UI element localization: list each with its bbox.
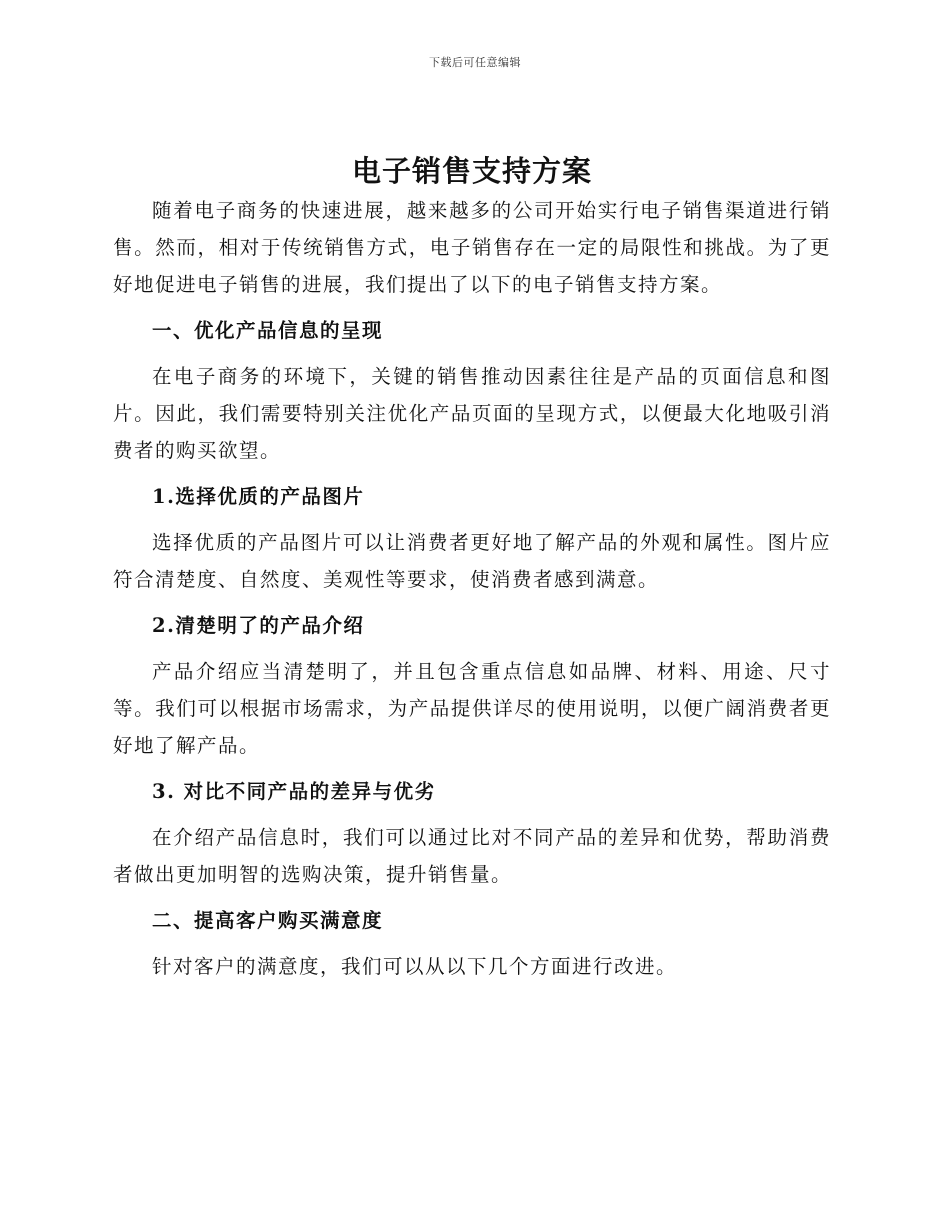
- intro-paragraph: 随着电子商务的快速进展，越来越多的公司开始实行电子销售渠道进行销售。然而，相对于传统销售方式，电子销售存在一定的局限性和挑战。为了更好地促进电子销售的进展，我们提出了以下的电子销售支持方案。: [113, 199, 831, 296]
- subsection-1-2-paragraph: 产品介绍应当清楚明了，并且包含重点信息如品牌、材料、用途、尺寸等。我们可以根据市场需求，为产品提供详尽的使用说明，以便广阔消费者更好地了解产品。: [113, 660, 831, 757]
- subsection-1-3-paragraph: 在介绍产品信息时，我们可以通过比对不同产品的差异和优势，帮助消费者做出更加明智的选购决策，提升销售量。: [113, 826, 831, 886]
- subsection-heading-1-3: 3. 对比不同产品的差异与优劣: [152, 780, 436, 803]
- section-2-paragraph: 针对客户的满意度，我们可以从以下几个方面进行改进。: [152, 955, 678, 978]
- subsection-heading-1-2: 2.清楚明了的产品介绍: [152, 614, 365, 637]
- document-body: [113, 150, 831, 994]
- subsection-heading-1-1: 1.选择优质的产品图片: [152, 485, 365, 508]
- section-1-paragraph: 在电子商务的环境下，关键的销售推动因素往往是产品的页面信息和图片。因此，我们需要特别关注优化产品页面的呈现方式，以便最大化地吸引消费者的购买欲望。: [113, 365, 831, 462]
- document-title: 电子销售支持方案: [351, 154, 592, 188]
- subsection-1-1-paragraph: 选择优质的产品图片可以让消费者更好地了解产品的外观和属性。图片应符合清楚度、自然度、美观性等要求，使消费者感到满意。: [113, 531, 831, 591]
- section-heading-2: 二、提高客户购买满意度: [152, 909, 384, 932]
- page-header: 下载后可任意编辑: [429, 56, 521, 69]
- section-heading-1: 一、优化产品信息的呈现: [152, 319, 384, 342]
